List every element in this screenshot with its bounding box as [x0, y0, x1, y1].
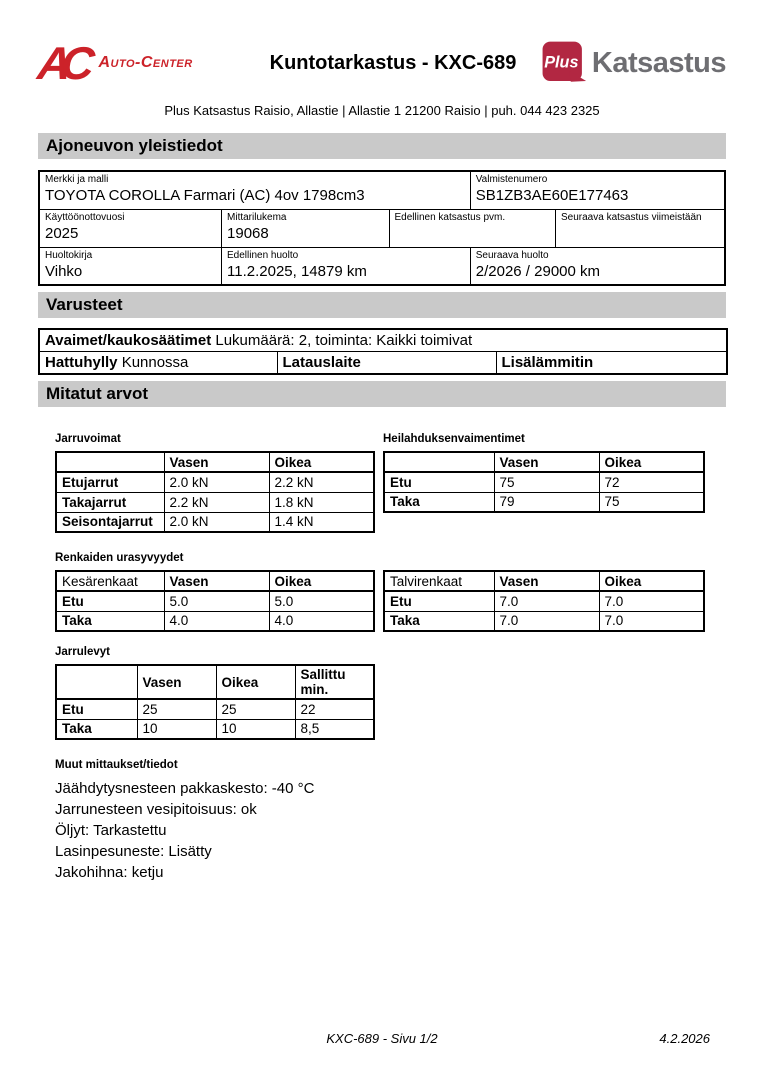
first-registration-year-cell — [39, 209, 222, 247]
shock-absorbers-caption: Heilahduksenvaimentimet — [383, 433, 525, 445]
table-header-row — [56, 452, 374, 472]
plus-katsastus-logo — [540, 34, 726, 92]
table-row — [56, 512, 374, 532]
svg-text:Plus: Plus — [544, 53, 579, 72]
left-header: Vasen — [494, 452, 599, 472]
table-header-row — [56, 571, 374, 591]
winter-tyres-table — [383, 570, 705, 632]
auto-center-logo — [35, 37, 246, 89]
allowed-min-header: Sallittu min. — [295, 665, 374, 699]
other-measurements-list — [55, 778, 726, 883]
katsastus-wordmark: Katsastus — [591, 46, 726, 79]
value-cell: 8,5 — [295, 719, 374, 739]
field-label: Seuraava huolto — [475, 249, 549, 261]
tyre-tread-caption: Renkaiden urasyvyydet — [55, 552, 184, 564]
field-label: Edellinen huolto — [227, 249, 299, 261]
table-row — [384, 472, 704, 492]
brake-forces-caption: Jarruvoimat — [55, 433, 121, 445]
value-cell: 10 — [216, 719, 295, 739]
table-row — [39, 352, 727, 375]
brake-forces-block — [55, 433, 373, 533]
table-row — [56, 472, 374, 492]
table-row — [56, 591, 374, 611]
field-value: 11.2.2025, 14879 km — [227, 262, 367, 280]
field-value: 19068 — [227, 224, 269, 242]
row-label: Taka — [384, 611, 494, 631]
table-row — [384, 492, 704, 512]
left-header: Vasen — [164, 452, 269, 472]
right-header: Oikea — [216, 665, 295, 699]
summer-tyres-block — [55, 564, 373, 632]
winter-tyres-block — [383, 564, 703, 632]
general-info-table — [38, 170, 726, 286]
value-cell: 7.0 — [599, 591, 704, 611]
value-cell: 5.0 — [164, 591, 269, 611]
odometer-cell — [222, 209, 389, 247]
equipment-name: Latauslaite — [282, 354, 361, 371]
field-value: 2/2026 / 29000 km — [475, 262, 601, 280]
page-title: Kuntotarkastus - KXC-689 — [269, 51, 517, 74]
other-measurements-caption: Muut mittaukset/tiedot — [55, 759, 178, 771]
value-cell: 25 — [137, 699, 216, 719]
row-label: Takajarrut — [56, 492, 164, 512]
field-value: SB1ZB3AE60E177463 — [475, 187, 629, 204]
brake-forces-table — [55, 451, 375, 533]
equipment-name: Lisälämmitin — [501, 354, 594, 371]
table-row — [39, 247, 725, 285]
next-service-cell — [470, 247, 725, 285]
value-cell: 1.4 kN — [269, 512, 374, 532]
table-row — [39, 209, 725, 247]
table-row — [56, 699, 374, 719]
left-header: Vasen — [494, 571, 599, 591]
corner-header — [384, 452, 494, 472]
corner-header — [56, 665, 137, 699]
value-cell: 7.0 — [494, 611, 599, 631]
auto-center-monogram-icon: AC — [35, 37, 88, 89]
section-header-general-info: Ajoneuvon yleistiedot — [38, 133, 726, 159]
right-header: Oikea — [269, 452, 374, 472]
value-cell: 25 — [216, 699, 295, 719]
left-header: Vasen — [164, 571, 269, 591]
shock-absorbers-block — [383, 433, 703, 533]
field-label: Käyttöönottovuosi — [45, 211, 125, 223]
value-cell: 75 — [494, 472, 599, 492]
row-label: Taka — [56, 719, 137, 739]
charger-cell — [277, 352, 496, 375]
field-label: Mittarilukema — [227, 211, 287, 223]
measured-values-block — [55, 433, 726, 883]
table-row — [384, 611, 704, 631]
value-cell: 7.0 — [494, 591, 599, 611]
footer-page-number: KXC-689 - Sivu 1/2 — [326, 1031, 438, 1046]
table-row — [56, 611, 374, 631]
value-cell: 2.2 kN — [164, 492, 269, 512]
field-label: Merkki ja malli — [45, 174, 109, 185]
parcel-shelf-cell — [39, 352, 277, 375]
table-row — [384, 591, 704, 611]
field-value: 2025 — [45, 224, 79, 242]
section-header-measured-values: Mitatut arvot — [38, 381, 726, 407]
corner-header: Talvirenkaat — [384, 571, 494, 591]
value-cell: 2.2 kN — [269, 472, 374, 492]
shock-absorbers-table — [383, 451, 705, 513]
row-label: Etu — [56, 699, 137, 719]
footer-date: 4.2.2026 — [659, 1031, 710, 1046]
brake-discs-table — [55, 664, 375, 740]
equipment-name: Avaimet/kaukosäätimet — [45, 332, 212, 349]
field-value — [395, 224, 550, 243]
value-cell: 4.0 — [269, 611, 374, 631]
row-label: Etu — [56, 591, 164, 611]
equipment-name: Hattuhylly — [45, 354, 118, 371]
make-model-cell — [39, 171, 470, 209]
equipment-status: Lukumäärä: 2, toiminta: Kaikki toimivat — [215, 332, 473, 349]
value-cell: 2.0 kN — [164, 512, 269, 532]
value-cell: 7.0 — [599, 611, 704, 631]
measurement-line: Jarrunesteen vesipitoisuus: ok — [55, 801, 257, 818]
table-row — [56, 492, 374, 512]
previous-inspection-cell — [389, 209, 555, 247]
row-label: Etu — [384, 591, 494, 611]
auxiliary-heater-cell — [496, 352, 727, 375]
tyre-tread-row — [55, 564, 726, 632]
measurement-line: Jakohihna: ketju — [55, 864, 164, 881]
field-label: Seuraava katsastus viimeistään — [560, 211, 702, 223]
measurement-line: Lasinpesuneste: Lisätty — [55, 843, 212, 860]
header — [35, 32, 726, 94]
brake-discs-block — [55, 664, 373, 740]
value-cell: 5.0 — [269, 591, 374, 611]
right-header: Oikea — [599, 452, 704, 472]
value-cell: 79 — [494, 492, 599, 512]
equipment-status: Kunnossa — [121, 354, 189, 371]
value-cell: 2.0 kN — [164, 472, 269, 492]
value-cell: 10 — [137, 719, 216, 739]
table-header-row — [384, 571, 704, 591]
table-header-row — [56, 665, 374, 699]
vin-cell — [470, 171, 725, 209]
section-header-equipment: Varusteet — [38, 292, 726, 318]
keys-remotes-cell — [39, 329, 727, 352]
value-cell: 4.0 — [164, 611, 269, 631]
value-cell: 22 — [295, 699, 374, 719]
equipment-table — [38, 328, 728, 375]
brake-discs-caption: Jarrulevyt — [55, 646, 110, 658]
right-header: Oikea — [269, 571, 374, 591]
value-cell: 75 — [599, 492, 704, 512]
summer-tyres-table — [55, 570, 375, 632]
auto-center-wordmark: Auto-Center — [98, 54, 193, 71]
corner-header: Kesärenkaat — [56, 571, 164, 591]
row-label: Etu — [384, 472, 494, 492]
measurement-line: Jäähdytysnesteen pakkaskesto: -40 °C — [55, 780, 315, 797]
row-label: Etujarrut — [56, 472, 164, 492]
station-address: Plus Katsastus Raisio, Allastie | Allastie 1 21200 Raisio | puh. 044 423 2325 — [164, 103, 600, 118]
value-cell: 72 — [599, 472, 704, 492]
value-cell: 1.8 kN — [269, 492, 374, 512]
next-inspection-cell — [555, 209, 725, 247]
previous-service-cell — [222, 247, 471, 285]
left-header: Vasen — [137, 665, 216, 699]
field-value — [561, 224, 719, 243]
row-label: Taka — [384, 492, 494, 512]
table-row — [39, 329, 727, 352]
field-label: Edellinen katsastus pvm. — [394, 211, 506, 223]
field-label: Valmistenumero — [475, 174, 548, 185]
right-header: Oikea — [599, 571, 704, 591]
table-row — [56, 719, 374, 739]
row-label: Taka — [56, 611, 164, 631]
field-value: Vihko — [45, 262, 83, 280]
field-label: Huoltokirja — [45, 249, 93, 261]
service-book-cell — [39, 247, 222, 285]
brakes-shocks-row — [55, 433, 726, 533]
plus-badge-icon — [540, 34, 588, 92]
table-header-row — [384, 452, 704, 472]
row-label: Seisontajarrut — [56, 512, 164, 532]
table-row — [39, 171, 725, 209]
corner-header — [56, 452, 164, 472]
field-value: TOYOTA COROLLA Farmari (AC) 4ov 1798cm3 — [45, 187, 365, 204]
measurement-line: Öljyt: Tarkastettu — [55, 822, 167, 839]
